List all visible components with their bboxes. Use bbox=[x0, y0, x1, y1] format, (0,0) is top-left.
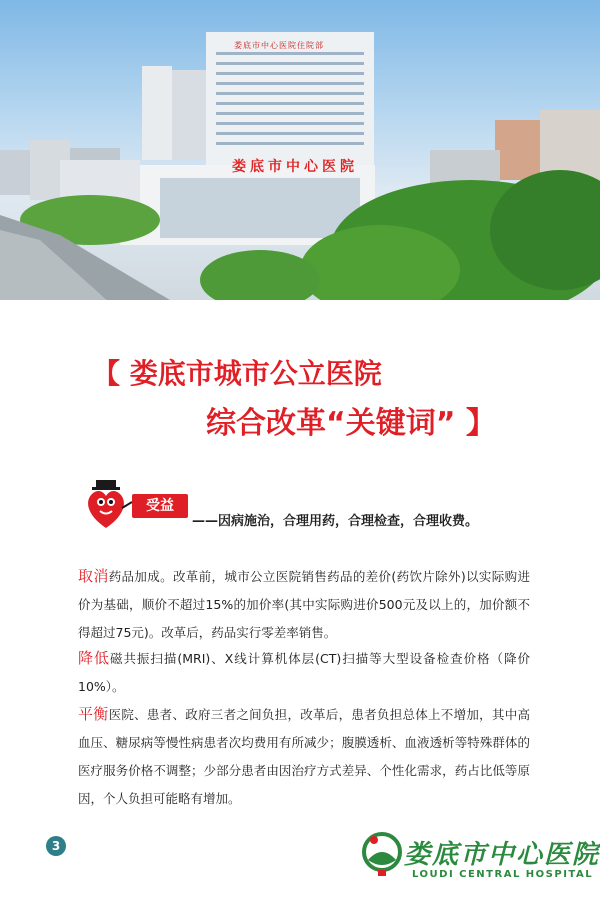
paragraph-lead: 取消 bbox=[78, 567, 109, 585]
title-line-2: 综合改革“关键词” 】 bbox=[206, 406, 496, 441]
photo-bottom-edge bbox=[0, 300, 600, 320]
logo-chinese-name: 娄底市中心医院 bbox=[404, 840, 600, 870]
hospital-photo bbox=[0, 0, 600, 312]
paragraph-cancel bbox=[78, 562, 530, 647]
paragraph-lead: 平衡 bbox=[78, 705, 109, 723]
page-number: 3 bbox=[46, 836, 66, 856]
hospital-logo-icon bbox=[360, 830, 404, 878]
roof-sign: 娄底市中心医院住院部 bbox=[234, 41, 324, 50]
paragraph-lead: 降低 bbox=[78, 649, 110, 667]
logo-english-name: LOUDI CENTRAL HOSPITAL bbox=[412, 869, 594, 880]
mascot-icon bbox=[78, 478, 134, 534]
benefit-text: ——因病施治，合理用药，合理检查，合理收费。 bbox=[192, 514, 479, 529]
building-sign: 娄底市中心医院 bbox=[232, 159, 358, 175]
paragraph-text: 磁共振扫描(MRI)、X线计算机体层(CT)扫描等大型设备检查价格（降价10%）。 bbox=[78, 651, 530, 694]
title-line-1: 【 娄底市城市公立医院 bbox=[92, 357, 382, 390]
paragraph-reduce bbox=[78, 644, 530, 701]
paragraph-text: 药品加成。改革前，城市公立医院销售药品的差价(药饮片除外)以实际购进价为基础，顺价不超过15%的加价率(其中实际购进价500元及以上的，加价额不得超过75元)。改革后，药品实行零差率销售。 bbox=[78, 569, 530, 640]
paragraph-text: 医院、患者、政府三者之间负担，改革后，患者负担总体上不增加，其中高血压、糖尿病等慢性病患者次均费用有所减少；腹膜透析、血液透析等特殊群体的医疗服务价格不调整；少部分患者由因治疗方式差异、个性化需求，药占比低等原因，个人负担可能略有增加。 bbox=[78, 707, 530, 806]
paragraph-balance bbox=[78, 700, 530, 813]
page-title bbox=[0, 352, 600, 442]
benefit-tag: 受益 bbox=[132, 494, 188, 518]
